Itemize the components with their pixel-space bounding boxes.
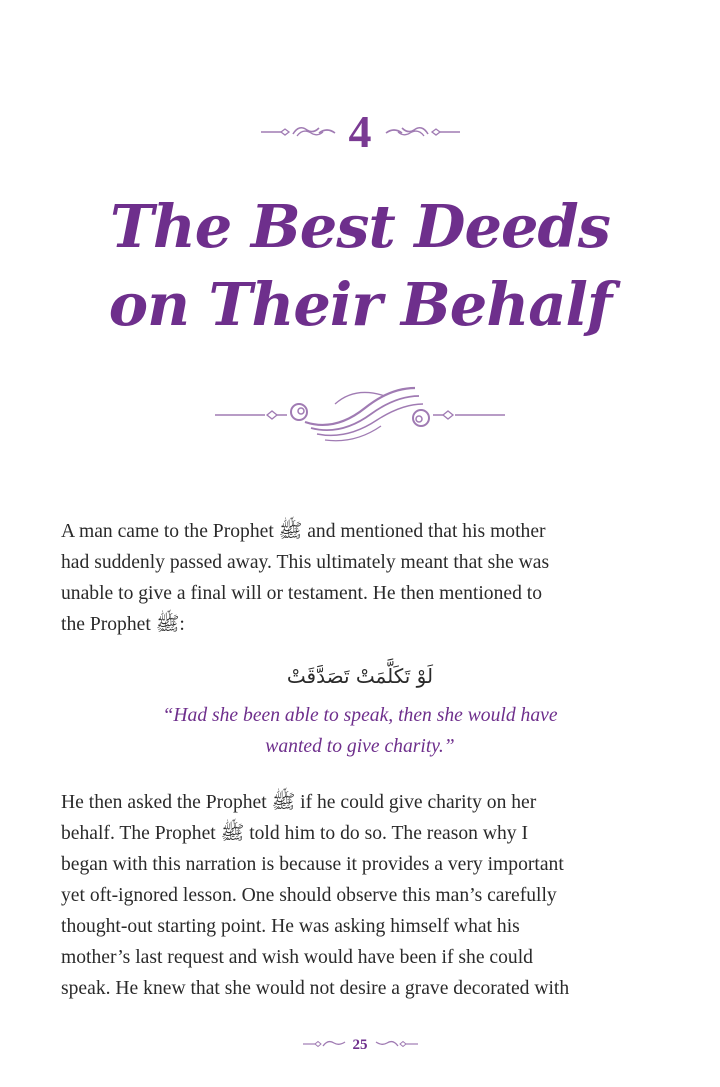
footer-right-flourish-icon xyxy=(374,1036,418,1055)
paragraph-2 xyxy=(61,787,661,1004)
page-footer xyxy=(0,1036,720,1055)
paragraph-line: had suddenly passed away. This ultimately meant that she was xyxy=(61,552,550,573)
paragraph-line: yet oft-ignored lesson. One should observe this man’s carefully xyxy=(61,885,557,906)
paragraph-line: mother’s last request and wish would have been if she could xyxy=(61,947,533,968)
chapter-heading xyxy=(0,102,720,162)
paragraph-line: unable to give a final will or testament. He then mentioned to xyxy=(61,583,543,604)
scroll-ornament-icon xyxy=(215,382,505,452)
translation-quote xyxy=(0,700,720,762)
paragraph-line: behalf. The Prophet ﷺ told him to do so. The reason why I xyxy=(61,823,529,844)
chapter-title-line-1: The Best Deeds xyxy=(109,192,610,261)
paragraph-line: began with this narration is because it provides a very important xyxy=(61,854,564,875)
chapter-title xyxy=(0,188,720,344)
footer-left-flourish-icon xyxy=(303,1036,347,1055)
paragraph-line: the Prophet ﷺ: xyxy=(61,614,185,635)
right-flourish-icon xyxy=(382,120,462,144)
paragraph-line: A man came to the Prophet ﷺ and mentioned that his mother xyxy=(61,521,546,542)
left-flourish-icon xyxy=(259,120,339,144)
chapter-number: 4 xyxy=(348,106,372,157)
quote-line: “Had she been able to speak, then she would have xyxy=(162,705,558,726)
chapter-title-line-2: on Their Behalf xyxy=(108,270,612,339)
ornamental-divider xyxy=(0,382,720,452)
paragraph-1 xyxy=(61,516,661,640)
paragraph-line: speak. He knew that she would not desire a grave decorated with xyxy=(61,978,570,999)
paragraph-line: He then asked the Prophet ﷺ if he could give charity on her xyxy=(61,792,537,813)
arabic-quote: لَوْ تَكَلَّمَتْ تَصَدَّقَتْ xyxy=(286,664,434,688)
paragraph-line: thought-out starting point. He was asking himself what his xyxy=(61,916,520,937)
page-number: 25 xyxy=(352,1037,368,1053)
quote-line: wanted to give charity.” xyxy=(265,736,455,757)
